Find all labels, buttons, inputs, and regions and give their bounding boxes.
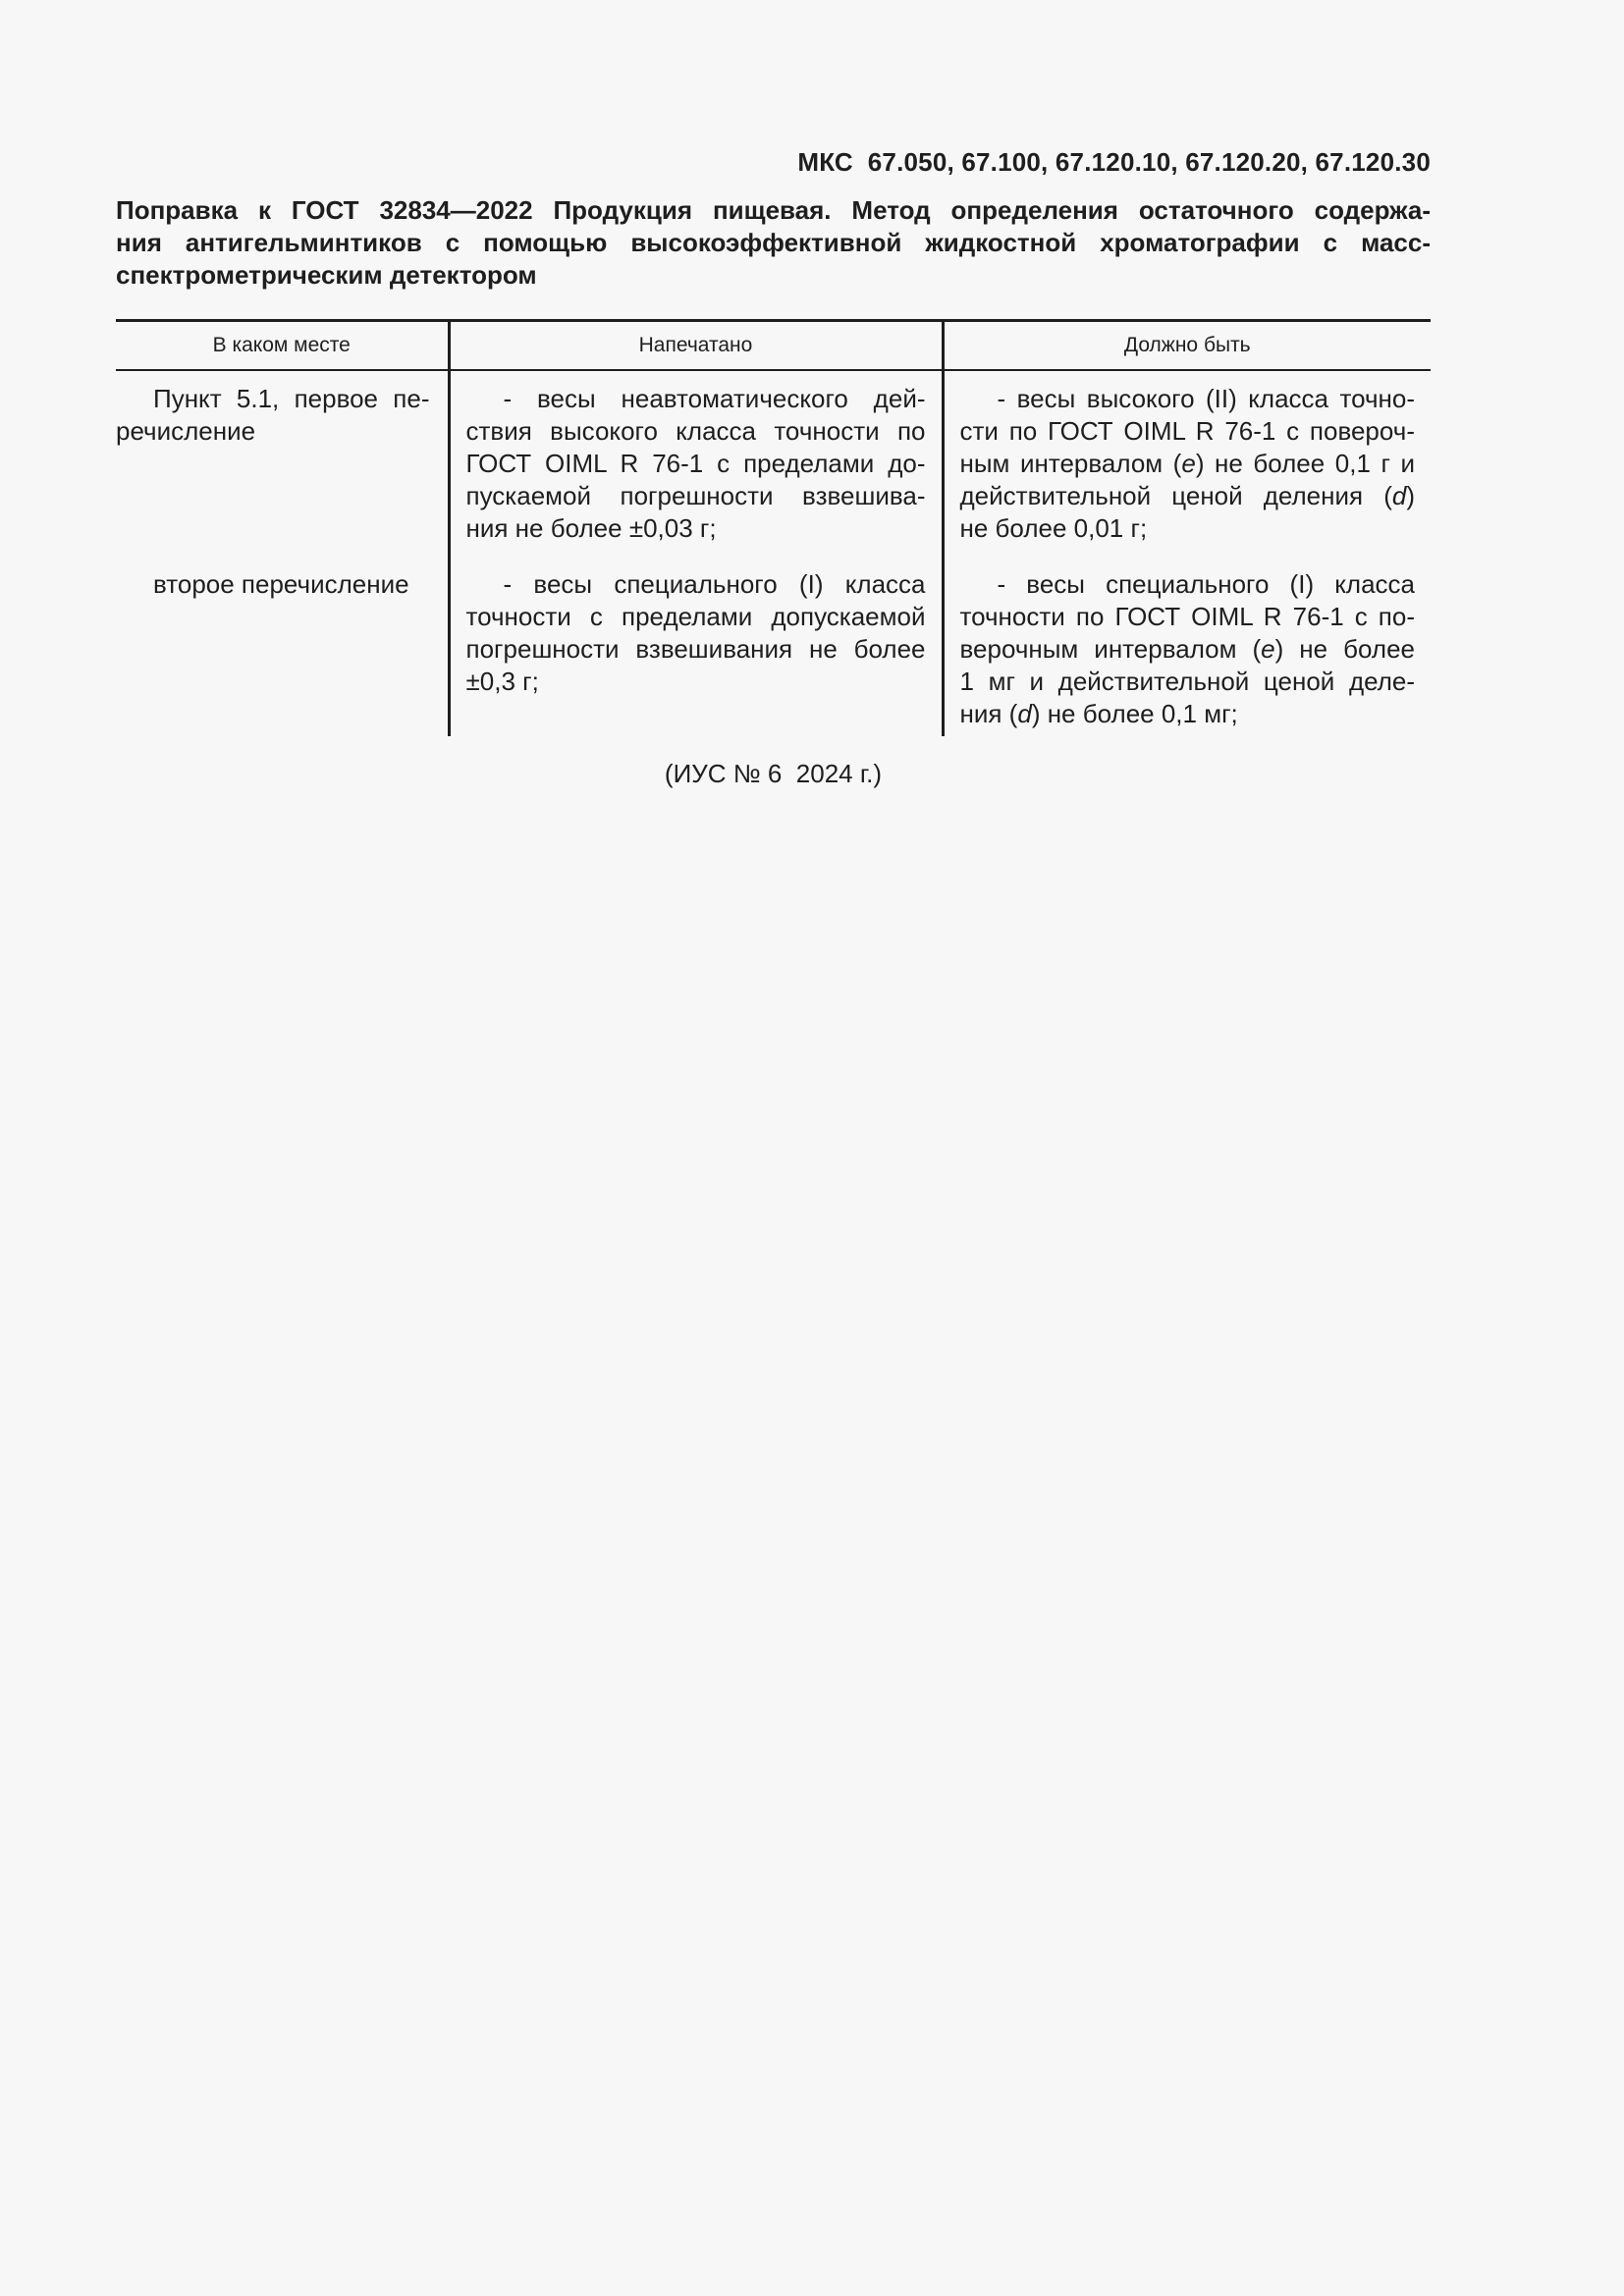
cell-text-line: - весы специального (I) класса [997, 569, 1415, 599]
ius-reference: (ИУС № 6 2024 г.) [664, 759, 883, 788]
cell-printed [449, 370, 943, 561]
symbol-e: e [1261, 634, 1275, 664]
cell-printed [449, 561, 943, 736]
cell-place [116, 561, 449, 736]
text-fragment: ния ( [959, 699, 1018, 728]
cell-text-line: ствия высокого класса точности по [465, 416, 926, 446]
column-header-place: В каком месте [116, 321, 449, 371]
cell-text-line: ±0,3 г; [465, 667, 539, 696]
cell-text-line: сти по ГОСТ OIML R 76-1 с повероч- [959, 416, 1415, 446]
symbol-e: e [1181, 449, 1196, 478]
cell-text-line: Пункт 5.1, первое пе- [153, 384, 430, 413]
corrections-table [116, 319, 1431, 736]
mks-classification: МКС 67.050, 67.100, 67.120.10, 67.120.20, 67.120.30 [797, 147, 1431, 177]
cell-text-line: не более 0,01 г; [959, 513, 1148, 543]
cell-should-be [943, 561, 1431, 736]
column-header-printed: Напечатано [449, 321, 943, 371]
text-fragment: ) не более 0,1 г и [1195, 449, 1415, 478]
cell-should-be [943, 370, 1431, 561]
cell-text-line [960, 698, 1416, 730]
text-fragment: верочным интервалом ( [959, 634, 1262, 664]
cell-text-line: второе перечисление [153, 569, 409, 599]
text-fragment: ) не более [1274, 634, 1415, 664]
table-row [116, 370, 1431, 561]
cell-text-line [960, 480, 1416, 512]
cell-text-line: точности с пределами допускаемой [465, 602, 926, 631]
cell-text-line: речисление [116, 416, 256, 446]
cell-text-line: точности по ГОСТ OIML R 76-1 с по- [959, 602, 1415, 631]
cell-text-line: - весы неавтоматического дей- [503, 384, 926, 413]
cell-text-line [960, 448, 1416, 480]
cell-text-line: погрешности взвешивания не более [465, 634, 926, 664]
title-line: ния антигельминтиков с помощью высокоэффективной жидкостной хроматографии с масс- [116, 228, 1431, 257]
symbol-d: d [1391, 481, 1407, 510]
title-line: Поправка к ГОСТ 32834—2022 Продукция пищевая. Метод определения остаточного содержа- [116, 195, 1431, 225]
column-header-should-be: Должно быть [943, 321, 1431, 371]
cell-text-line: ния не более ±0,03 г; [465, 513, 717, 543]
text-fragment: ным интервалом ( [959, 449, 1182, 478]
amendment-title [116, 194, 1431, 292]
symbol-d: d [1017, 699, 1032, 728]
cell-text-line: 1 мг и действительной ценой деле- [959, 667, 1415, 696]
cell-text-line [960, 633, 1416, 666]
cell-text-line: ГОСТ OIML R 76-1 с пределами до- [465, 449, 926, 478]
text-fragment: действительной ценой деления ( [959, 481, 1392, 510]
text-fragment: ) [1406, 481, 1415, 510]
title-line: спектрометрическим детектором [116, 260, 537, 290]
cell-text-line: пускаемой погрешности взвешива- [465, 481, 926, 510]
cell-text-line: - весы специального (I) класса [503, 569, 926, 599]
cell-text-line: - весы высокого (II) класса точно- [997, 384, 1415, 413]
cell-place [116, 370, 449, 561]
table-row [116, 561, 1431, 736]
text-fragment: ) не более 0,1 мг; [1031, 699, 1238, 728]
table-header-row [116, 321, 1431, 371]
